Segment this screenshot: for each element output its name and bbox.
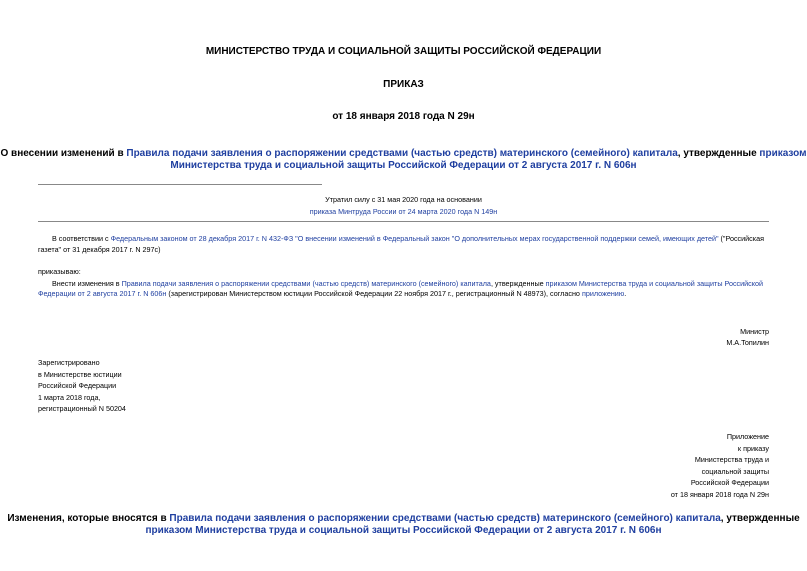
registration-block	[38, 357, 126, 415]
repeal-order-link[interactable]: приказа Минтруда России от 24 марта 2020 года N 149н	[309, 207, 498, 216]
order-606n-link-changes[interactable]: приказом Министерства труда и социальной защиты Российской Федерации от 2 августа 2017 г. N 606н	[145, 525, 662, 536]
preamble-line1: В соответствии с Федеральным законом от 28 декабря 2017 г. N 432-ФЗ "О внесении изменений в Федеральный закон "О дополнительных мерах государственной поддержки семей, имеющих детей" ("Российская	[52, 234, 764, 243]
changes-title-line1: Изменения, которые вносятся в Правила подачи заявления о распоряжении средствами (частью средств) материнского (семейного) капитала, утвержденные	[7, 513, 800, 524]
appendix-note-line: Приложение	[726, 432, 769, 441]
registration-line: Российской Федерации	[38, 381, 117, 390]
registration-line: регистрационный N 50204	[38, 404, 126, 413]
document-type-heading: ПРИКАЗ	[383, 79, 424, 90]
registration-line: в Министерстве юстиции	[38, 369, 122, 379]
order-text-line1: Внести изменения в Правила подачи заявления о распоряжении средствами (частью средств) материнского (семейного) капитала, утвержденные приказом Министерства труда и социальной защиты Российской	[52, 279, 764, 288]
order-606n-link-body-part1[interactable]: приказом Министерства труда и социальной защиты Российской	[545, 279, 764, 288]
order-command: приказываю:	[38, 267, 81, 276]
order-606n-link-part1[interactable]: приказом	[759, 148, 807, 159]
rules-link-body[interactable]: Правила подачи заявления о распоряжении средствами (частью средств) материнского (семейного) капитала	[121, 279, 491, 288]
rules-link[interactable]: Правила подачи заявления о распоряжении средствами (частью средств) материнского (семейного) капитала	[126, 148, 678, 159]
order-title-line1: О внесении изменений в Правила подачи заявления о распоряжении средствами (частью средств) материнского (семейного) капитала, утвержденные приказом	[0, 148, 807, 159]
appendix-link[interactable]: приложению	[581, 289, 625, 298]
changes-title-line2	[0, 525, 807, 536]
registration-line: Зарегистрировано	[38, 358, 100, 367]
separator-short	[38, 184, 322, 185]
preamble-line2: газета" от 31 декабря 2017 г. N 297с)	[38, 245, 161, 254]
order-title-line2	[0, 160, 807, 171]
rules-link-changes[interactable]: Правила подачи заявления о распоряжении средствами (частью средств) материнского (семейного) капитала	[169, 513, 721, 524]
order-606n-link-body-part2[interactable]: Федерации от 2 августа 2017 г. N 606н	[38, 289, 167, 298]
status-line1: Утратил силу с 31 мая 2020 года на основании	[325, 195, 482, 204]
appendix-note-line: Министерства труда и	[694, 455, 769, 464]
appendix-note-line: социальной защиты	[701, 466, 769, 476]
order-date-number: от 18 января 2018 года N 29н	[332, 111, 475, 122]
signature-position: Министр	[740, 327, 769, 336]
status-line2	[0, 206, 807, 218]
appendix-note-line: Российской Федерации	[690, 478, 769, 487]
appendix-note-line: от 18 января 2018 года N 29н	[670, 489, 769, 499]
appendix-note	[671, 431, 769, 500]
signature-name: М.А.Топилин	[726, 338, 769, 347]
separator-long	[38, 221, 769, 222]
appendix-note-line: к приказу	[737, 443, 769, 453]
ministry-heading: МИНИСТЕРСТВО ТРУДА И СОЦИАЛЬНОЙ ЗАЩИТЫ РОССИЙСКОЙ ФЕДЕРАЦИИ	[205, 46, 602, 57]
order-606n-link-part2[interactable]: Министерства труда и социальной защиты Российской Федерации от 2 августа 2017 г. N 606н	[170, 160, 637, 171]
order-text-line2: Федерации от 2 августа 2017 г. N 606н (зарегистрирован Министерством юстиции Российской Федерации 22 ноября 2017 г., регистрационный N 48973), согласно приложению.	[38, 289, 627, 298]
federal-law-link[interactable]: Федеральным законом от 28 декабря 2017 г. N 432-ФЗ "О внесении изменений в Федеральный закон "О дополнительных мерах государственной поддержки семей, имеющих детей"	[110, 234, 719, 243]
registration-line: 1 марта 2018 года,	[38, 392, 101, 402]
